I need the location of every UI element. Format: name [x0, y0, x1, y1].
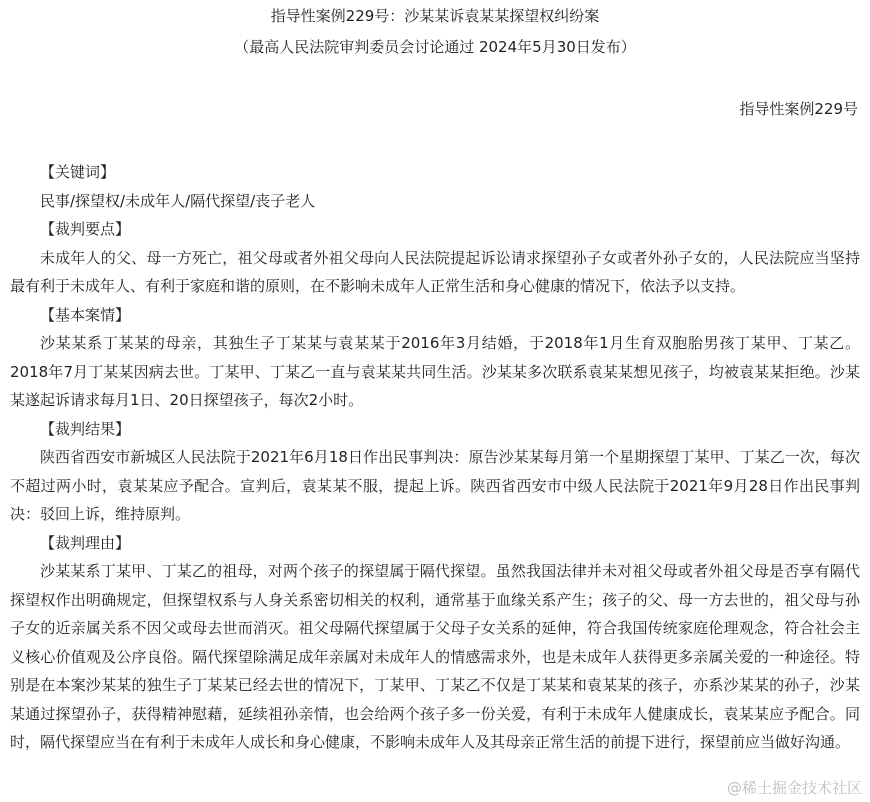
key-points-text: 未成年人的父、母一方死亡，祖父母或者外祖父母向人民法院提起诉讼请求探望孙子女或者外孙子女的，人民法院应当坚持最有利于未成年人、有利于家庭和谐的原则，在不影响未成年人正常生活和身心健康的情况下，依法予以支持。: [10, 248, 860, 295]
keywords-text: 民事/探望权/未成年人/隔代探望/丧子老人: [40, 191, 316, 210]
page-subtitle: （最高人民法院审判委员会讨论通过 2024年5月30日发布）: [234, 38, 636, 56]
document-body: [10, 158, 860, 757]
page-title: 指导性案例229号：沙某某诉袁某某探望权纠纷案: [270, 7, 600, 25]
key-points-heading: 【裁判要点】: [40, 220, 131, 238]
result-text: 陕西省西安市新城区人民法院于2021年6月18日作出民事判决：原告沙某某每月第一个星期探望丁某甲、丁某乙一次，每次不超过两小时，袁某某应予配合。宣判后，袁某某不服，提起上诉。陕西省西安市中级人民法院于2021年9月28日作出民事判决：驳回上诉，维持原判。: [10, 448, 860, 523]
reasoning-text: 沙某某系丁某甲、丁某乙的祖母，对两个孩子的探望属于隔代探望。虽然我国法律并未对祖父母或者外祖父母是否享有隔代探望权作出明确规定，但探望权系与人身关系密切相关的权利，通常基于血缘关系产生；孩子的父、母一方去世的，祖父母与孙子女的近亲属关系不因父或母去世而消灭。祖父母隔代探望属于父母子女关系的延伸，符合我国传统家庭伦理观念，符合社会主义核心价值观及公序良俗。隔代探望除满足成年亲属对未成年人的情感需求外，也是未成年人获得更多亲属关爱的一种途径。特别是在本案沙某某的独生子丁某某已经去世的情况下，丁某甲、丁某乙不仅是丁某某和袁某某的孩子，亦系沙某某的孙子，沙某某通过探望孙子，获得精神慰藉，延续祖孙亲情，也会给两个孩子多一份关爱，有利于未成年人健康成长，袁某某应予配合。同时，隔代探望应当在有利于未成年人成长和身心健康，不影响未成年人及其母亲正常生活的前提下进行，探望前应当做好沟通。: [10, 562, 860, 751]
facts-heading: 【基本案情】: [40, 305, 131, 324]
case-number: 指导性案例229号: [739, 100, 858, 118]
result-heading: 【裁判结果】: [40, 419, 131, 438]
watermark: @稀土掘金技术社区: [726, 779, 862, 797]
reasoning-heading: 【裁判理由】: [40, 533, 131, 552]
facts-text: 沙某某系丁某某的母亲，其独生子丁某某与袁某某于2016年3月结婚，于2018年1月生育双胞胎男孩丁某甲、丁某乙。2018年7月丁某某因病去世。丁某甲、丁某乙一直与袁某某共同生活。沙某某多次联系袁某某想见孩子，均被袁某某拒绝。沙某某遂起诉请求每月1日、20日探望孩子，每次2小时。: [10, 334, 860, 409]
keywords-heading: 【关键词】: [40, 163, 116, 181]
